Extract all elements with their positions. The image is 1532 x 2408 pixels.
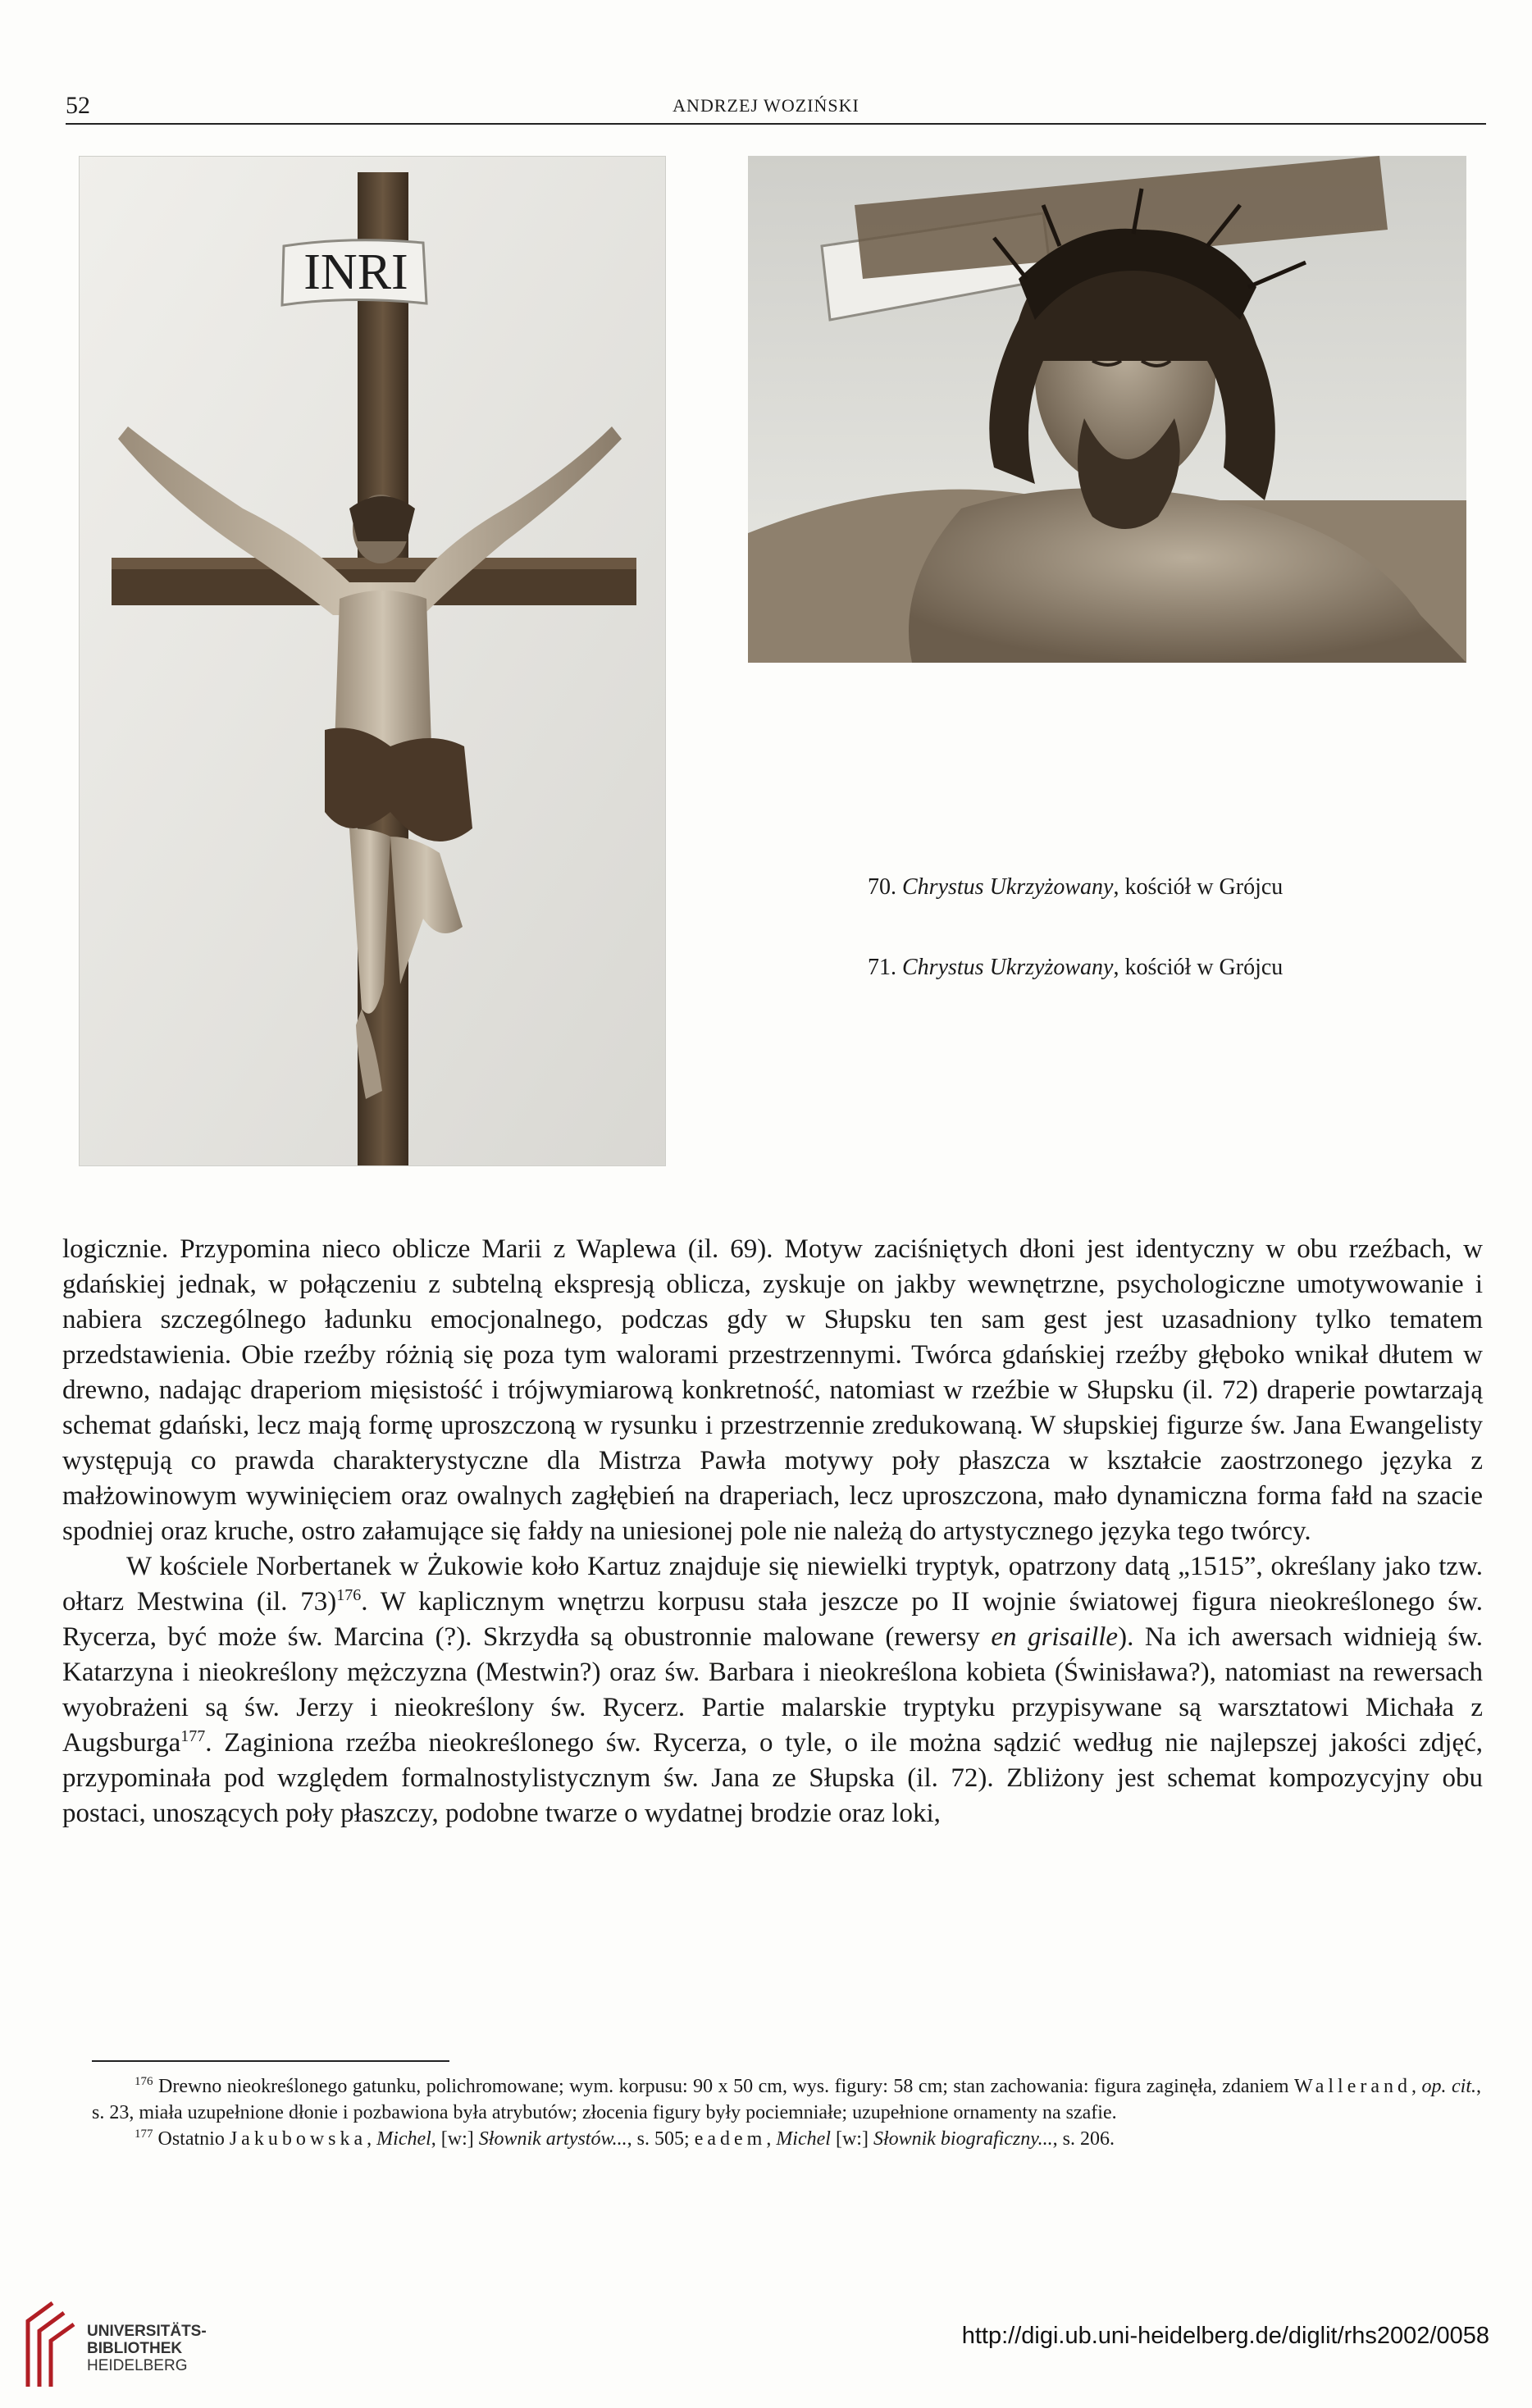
footnote-text: ,: [1411, 2076, 1422, 2097]
paragraph-2: [62, 1549, 1483, 1831]
footnote-author: eadem: [694, 2128, 767, 2150]
footnote-author: Jakubowska: [229, 2128, 367, 2150]
figure-71-caption: [868, 955, 1283, 981]
footnote-italic: op. cit.: [1421, 2076, 1476, 2097]
library-line: BIBLIOTHEK: [87, 2340, 183, 2357]
footnote-text: , [w:]: [431, 2128, 479, 2150]
library-name: [87, 2323, 207, 2374]
footnote-mark: 177: [135, 2128, 153, 2141]
footnote-text: , s. 206.: [1052, 2128, 1115, 2150]
footnote-ref-176[interactable]: 176: [336, 1586, 362, 1604]
source-url-link[interactable]: http://digi.ub.uni-heidelberg.de/diglit/rhs2002/0058: [961, 2323, 1489, 2349]
figure-70-photo: [79, 156, 666, 1166]
paragraph-text: W kościele Norbertanek w Żukowie koło Kartuz znajduje się niewielki tryptyk, opatrzony datą „1515”, określany jako tzw. ołtarz Mestwina (il. 73): [62, 1552, 1483, 1617]
caption-number: 71.: [868, 955, 896, 980]
figure-70-caption: [868, 874, 1283, 901]
footnote-176: [92, 2073, 1481, 2126]
paragraph-1: logicznie. Przypomina nieco oblicze Marii z Waplewa (il. 69). Motyw zaciśniętych dłoni jest identyczny w obu rzeźbach, w gdańskiej jednak, w połączeniu z subtelną ekspresją oblicza, zyskuje on jakby wewnętrzne, psychologiczne umotywowanie i nabiera szczególnego ładunku emocjonalnego, podczas gdy w Słupsku ten sam gest jest uzasadniony tylko tematem przedstawienia. Obie rzeźby różnią się poza tym walorami przestrzennymi. Twórca gdańskiej rzeźby głęboko wnikał dłutem w drewno, nadając draperiom mięsistość i trójwymiarową konkretność, natomiast w rzeźbie w Słupsku (il. 72) draperie powtarzają schemat gdański, lecz mają formę uproszczoną w rysunku i przestrzennie zredukowaną. W słupskiej figurze św. Jana Ewangelisty występują co prawda charakterystyczne dla Mistrza Pawła motywy poły płaszcza w kształcie zaostrzonego języka z małżowinowym wywinięciem oraz owalnych zagłębień na draperiach, lecz uproszczona, mało dynamiczna forma fałd na szacie spodniej oraz kruche, ostro załamujące się fałdy na uniesionej pole nie należą do artystycznego języka tego twórcy.: [62, 1234, 1483, 1546]
footnote-ref-177[interactable]: 177: [180, 1727, 206, 1745]
footnote-text: ,: [766, 2128, 777, 2150]
footnote-177: [92, 2126, 1481, 2152]
inri-inscription: INRI: [303, 244, 408, 300]
footnote-text: [w:]: [830, 2128, 873, 2150]
footnote-author: Wallerand: [1294, 2076, 1412, 2097]
christ-head-photo-image: [748, 156, 1466, 663]
footnote-text: Drewno nieokreślonego gatunku, polichromowane; wym. korpusu: 90 x 50 cm, wys. figury: 58 cm; stan zachowania: figura zaginęła, zdaniem: [153, 2076, 1294, 2097]
caption-place: , kościół w Grójcu: [1113, 955, 1284, 980]
caption-title: Chrystus Ukrzyżowany: [902, 874, 1114, 900]
paragraph-text: . Zaginiona rzeźba nieokreślonego św. Rycerza, o tyle, o ile można sądzić według nie najlepszej jakości zdjęć, przypominała pod względem formalnostylistycznym św. Jana ze Słupska (il. 72). Zbliżony jest schemat kompozycyjny obu postaci, unoszących poły płaszczy, podobne twarze o wydatnej brodzie oraz loki,: [62, 1728, 1483, 1828]
body-text: [62, 1232, 1483, 1831]
footnote-italic: Słownik biograficzny...: [873, 2128, 1053, 2150]
running-head: ANDRZEJ WOZIŃSKI: [673, 95, 859, 116]
footnote-italic: Michel: [776, 2128, 831, 2150]
footnote-italic: Michel: [376, 2128, 431, 2150]
paragraph-text: ). Na ich awersach widnieją św. Katarzyna i nieokreślony mężczyzna (Mestwin?) oraz św. Barbara i nieokreślona kobieta (Świnisława?), natomiast na rewersach wyobrażeni są św. Jerzy i nieokreślony św. Rycerz. Partie malarskie tryptyku przypisywane są warsztatowi Michała z Augsburga: [62, 1622, 1483, 1758]
footnote-text: ,: [367, 2128, 377, 2150]
figure-71-photo: [748, 156, 1466, 663]
footnote-text: , s. 505;: [627, 2128, 695, 2150]
paragraph-italic: en grisaille: [991, 1622, 1119, 1652]
library-logo-icon: [16, 2296, 79, 2392]
footnote-text: Ostatnio: [153, 2128, 230, 2150]
paragraph-text: . W kaplicznym wnętrzu korpusu stała jeszcze po II wojnie światowej figura nieokreślonego św. Rycerza, być może św. Marcina (?). Skrzydła są obustronnie malowane (rewersy: [62, 1587, 1483, 1652]
footnote-text: , s. 23, miała uzupełnione dłonie i pozbawiona była atrybutów; złocenia figury były pociemniałe; uzupełnione ornamenty na szafie.: [92, 2076, 1481, 2123]
library-line: UNIVERSITÄTS-: [87, 2323, 207, 2340]
footnotes: [92, 2073, 1481, 2152]
footnote-mark: 176: [135, 2075, 153, 2088]
page-number: 52: [66, 92, 90, 119]
header-rule: [66, 123, 1486, 125]
caption-place: , kościół w Grójcu: [1113, 874, 1284, 900]
footnote-italic: Słownik artystów...: [478, 2128, 627, 2150]
caption-title: Chrystus Ukrzyżowany: [902, 955, 1114, 980]
crucifix-photo-image: [79, 156, 666, 1166]
footnote-rule: [92, 2060, 449, 2062]
library-line: HEIDELBERG: [87, 2357, 188, 2374]
caption-number: 70.: [868, 874, 896, 900]
